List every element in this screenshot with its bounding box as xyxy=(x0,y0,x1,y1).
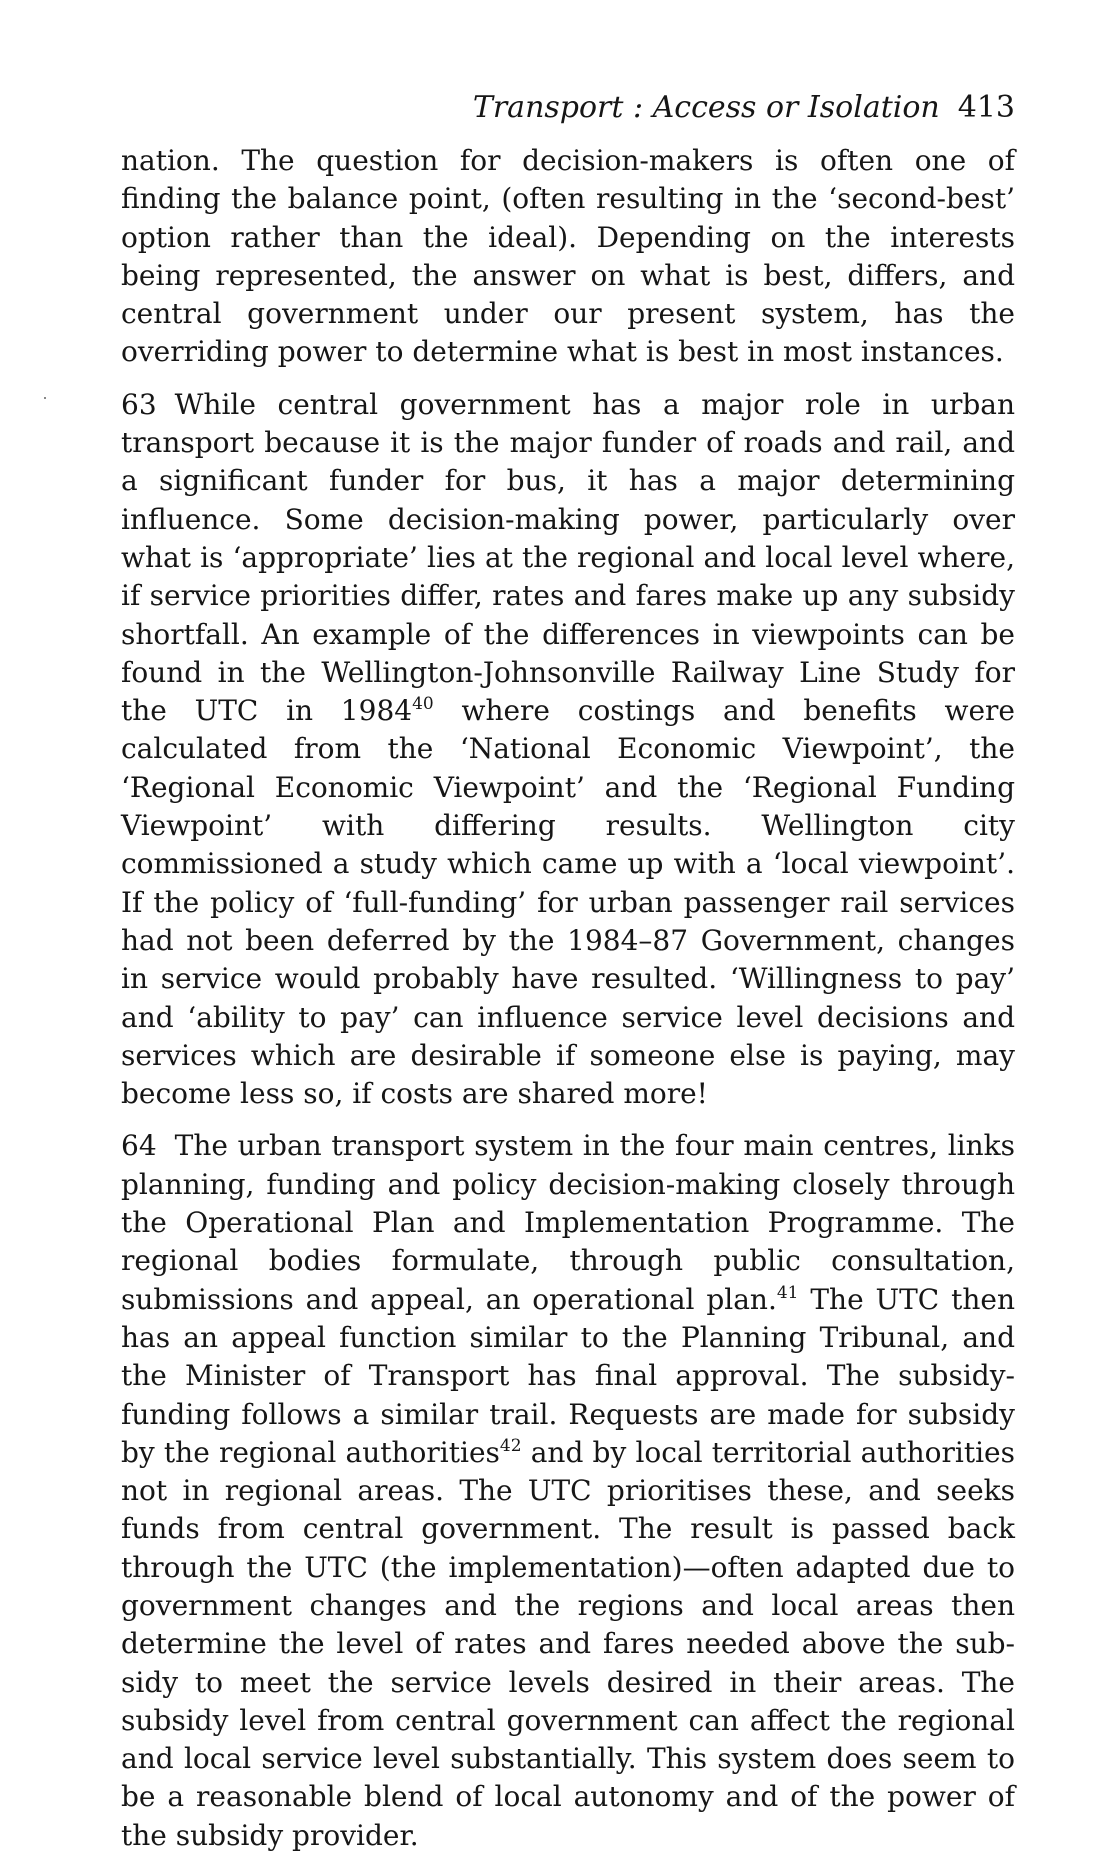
footnote-ref-42: 42 xyxy=(499,1435,522,1456)
paragraph-text: where costings and benefits were calculated from the ‘National Economic Viewpoint’, the ‘Regional Economic Viewpoint’ and the ‘Regional Funding Viewpoint’ with differing results. Wellington city commissioned a study which came up with a ‘local viewpoint’. If the policy of ‘full-funding’ for urban passenger rail services had not been deferred by the 1984–87 Government, changes in service would probably have resulted. ‘Willingness to pay’ and ‘ability to pay’ can influence service level decisions and services which are desirable if someone else is paying, may become less so, if costs are shared more! xyxy=(121,694,1016,1111)
paragraph-continued xyxy=(121,142,1015,372)
paragraph-number: 63 xyxy=(121,387,157,421)
margin-speck xyxy=(44,397,46,399)
paragraph-63 xyxy=(121,386,1015,1114)
footnote-ref-41: 41 xyxy=(776,1282,799,1303)
paragraph-64 xyxy=(121,1127,1015,1855)
footnote-ref-40: 40 xyxy=(412,694,434,715)
paragraph-text: and by local territorial authorities not in regional areas. The UTC prioritises these, and seeks funds from central government. The result is passed back through the UTC (the implementation)—often adapted due to government changes and the regions and local areas then determine the level of rates and fares needed above the subsidy to meet the service levels desired in their areas. The subsidy level from central government can affect the regional and local service level substantially. This system does seem to be a reasonable blend of local autonomy and of the power of the subsidy provider. xyxy=(121,1435,1015,1852)
paragraph-text: The urban transport system in the four main centres, links planning, funding and policy decision-making closely through the Operational Plan and Implementation Programme. The regional bodies formulate, through public consultation, submissions and appeal, an operational plan. xyxy=(121,1129,1015,1316)
page-number: 413 xyxy=(957,90,1015,125)
paragraph-number: 64 xyxy=(121,1129,157,1163)
running-title: Transport : Access or Isolation xyxy=(472,90,940,125)
book-page xyxy=(121,78,1015,1869)
paragraph-text: While central government has a major role in urban transport because it is the major funder of roads and rail, and a significant funder for bus, it has a major determining influence. Some decision-making power, particularly over what is ‘appropriate’ lies at the regional and local level where, if service priorities differ, rates and fares make up any subsidy shortfall. An example of the differences in viewpoints can be found in the Wellington-Johnsonville Railway Line Study for the UTC in 1984 xyxy=(121,387,1015,728)
running-header xyxy=(121,78,1015,138)
paragraph-text: nation. The question for decision-makers is often one of finding the balance point, (often resulting in the ‘second-best’ option rather than the ideal). Depending on the interests being represented, the answer on what is best, differs, and central government under our present system, has the overriding power to determine what is best in most instances. xyxy=(121,144,1015,369)
paragraph-text: The UTC then has an appeal function similar to the Planning Tribunal, and the Minister of Transport has final approval. The subsidy-funding follows a similar trail. Requests are made for subsidy by the regional authorities xyxy=(121,1282,1015,1469)
